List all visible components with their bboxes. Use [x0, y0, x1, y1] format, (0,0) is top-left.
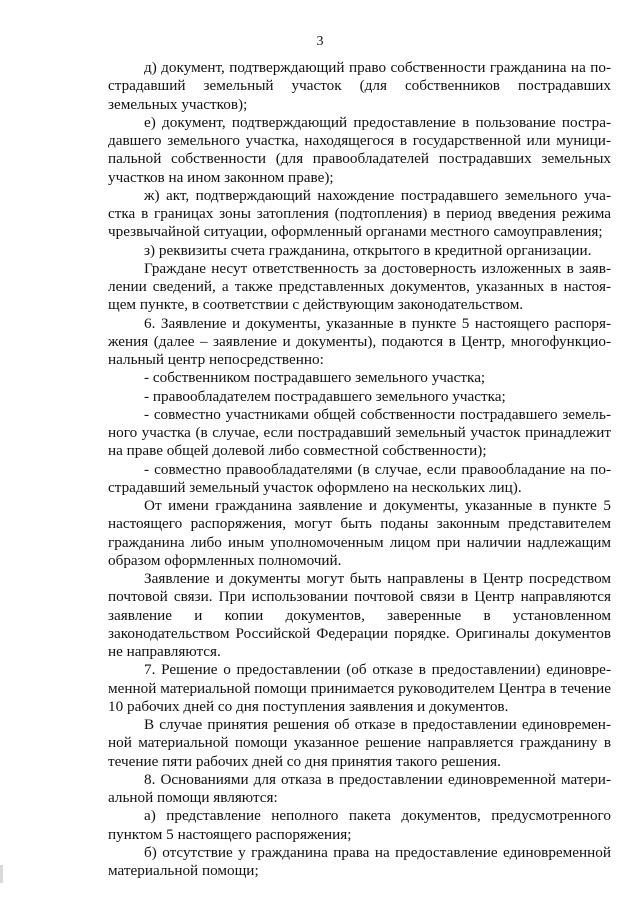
- paragraph-e: е) документ, подтверждающий предоставление в пользование пострадавшего земельного участка, находящегося в государственной или муниципальной собственности (для правообладателей пострадавших земельных участков на ином законном праве);: [108, 113, 611, 186]
- paragraph-7: 7. Решение о предоставлении (об отказе в предоставлении) единовременной материальной помощи принимается руководителем Центра в течение 10 рабочих дней со дня поступления заявления и документов.: [108, 661, 611, 715]
- paragraph-8a: а) представление неполного пакета документов, предусмотренного пунктом 5 настоящего распоряжения;: [108, 807, 611, 843]
- paragraph-zh: ж) акт, подтверждающий нахождение пострадавшего земельного участка в границах зоны затопления (подтопления) в период введения режима чрезвычайной ситуации, оформленный органами местного самоуправления;: [108, 186, 611, 241]
- paragraph-6: 6. Заявление и документы, указанные в пункте 5 настоящего распоряжения (далее – заявление и документы), подаются в Центр, многофункциональный центр непосредственно:: [108, 314, 611, 368]
- paragraph-8b: б) отсутствие у гражданина права на предоставление единовременной материальной помощи;: [108, 843, 611, 879]
- list-item-owner: - собственником пострадавшего земельного участка;: [144, 369, 486, 387]
- list-item-co-owners: - совместно участниками общей собственности пострадавшего земельного участка (в случае, если пострадавший земельный участок принадлежит на праве общей долевой либо совместной собственности);: [108, 405, 611, 460]
- paragraph-z: з) реквизиты счета гражданина, открытого в кредитной организации.: [144, 241, 592, 259]
- page-number: 3: [316, 34, 324, 49]
- list-item-rightholder: - правообладателем пострадавшего земельного участка;: [144, 387, 506, 405]
- paragraph-postal: Заявление и документы могут быть направлены в Центр посредством почтовой связи. При использовании почтовой связи в Центр направляются заявление и копии документов, заверенные в установленном законодательством Российской Федерации порядке. Оригиналы документов не направляются.: [108, 570, 611, 660]
- paragraph-refusal-notice: В случае принятия решения об отказе в предоставлении единовременной материальной помощи указанное решение направляется гражданину в течение пяти рабочих дней со дня принятия такого решения.: [108, 716, 611, 770]
- paragraph-8: 8. Основаниями для отказа в предоставлении единовременной материальной помощи являются:: [108, 770, 611, 806]
- paragraph-responsibility: Граждане несут ответственность за достоверность изложенных в заявлении сведений, а также представленных документов, указанных в настоящем пункте, в соответствии с действующим законодательством.: [108, 259, 611, 314]
- document-body: [108, 59, 611, 880]
- scan-edge-mark: [0, 865, 3, 883]
- list-item-co-rightholders: - совместно правообладателями (в случае, если правообладание на пострадавший земельный участок оформлено на нескольких лиц).: [108, 460, 611, 496]
- paragraph-d: д) документ, подтверждающий право собственности гражданина на пострадавший земельный участок (для собственников пострадавших земельных участков);: [108, 59, 611, 113]
- paragraph-representative: От имени гражданина заявление и документы, указанные в пункте 5 настоящего распоряжения, могут быть поданы законным представителем гражданина либо иным уполномоченным лицом при наличии надлежащим образом оформленных полномочий.: [108, 497, 611, 569]
